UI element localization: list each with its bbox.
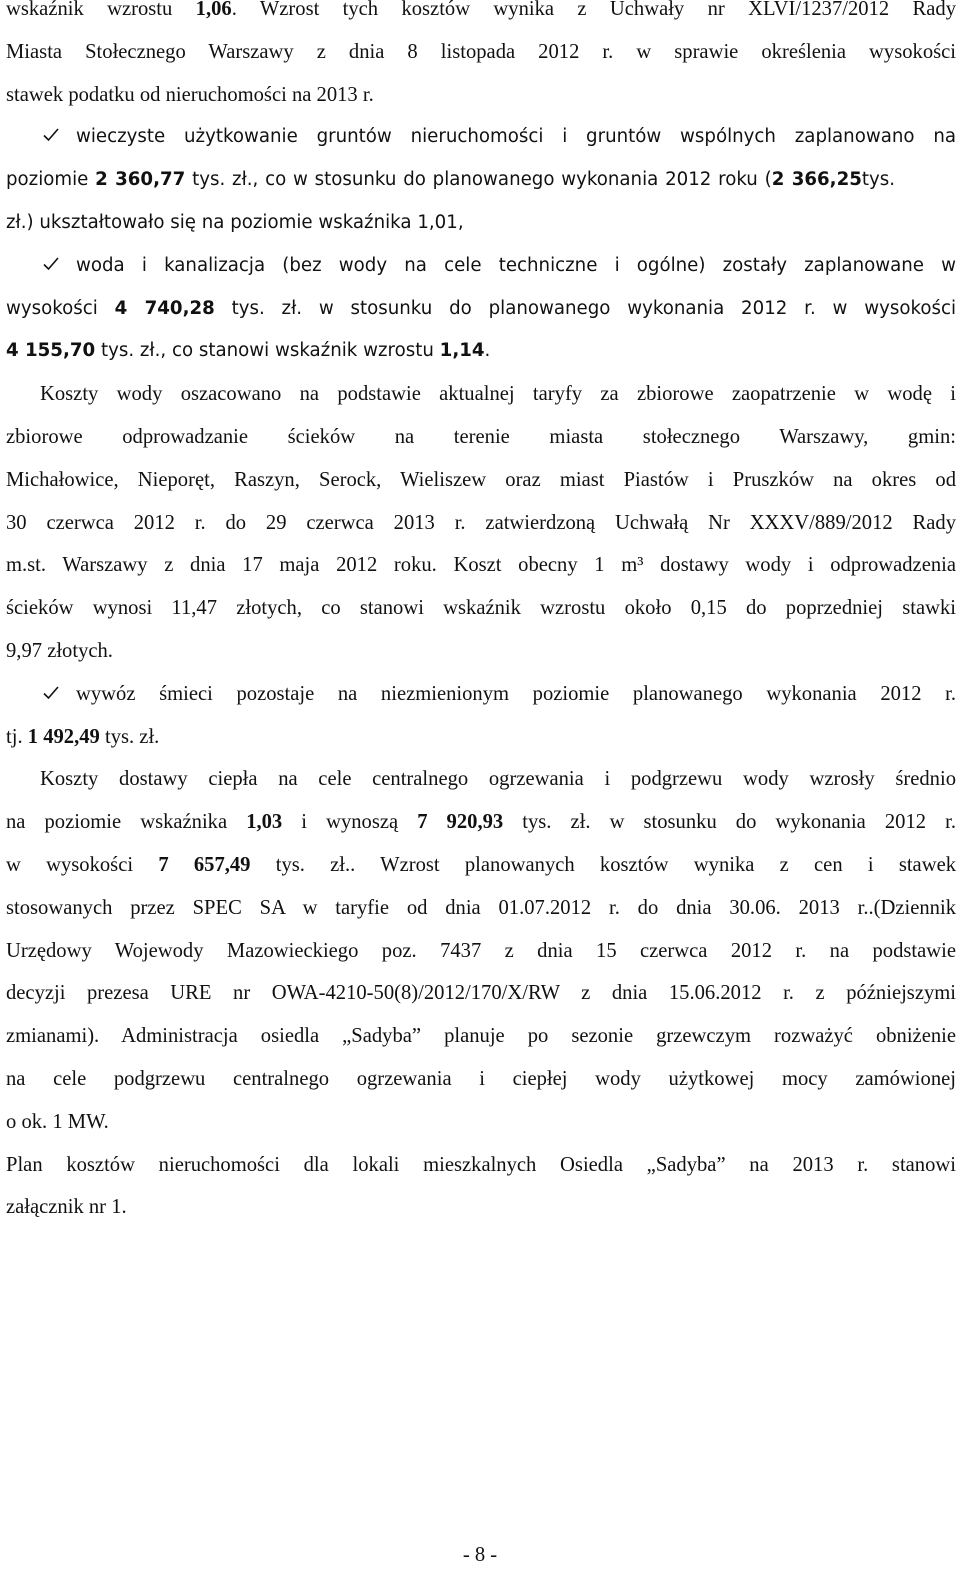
checkmark-icon xyxy=(42,116,76,159)
text-span: tys. zł. w stosunku do wykonania 2012 r. xyxy=(503,811,957,834)
text-span: stawek podatku od nieruchomości na 2013 r. xyxy=(6,83,374,106)
bold-value: 4 740,28 xyxy=(114,297,215,319)
text-line xyxy=(6,972,956,1015)
text-span: zbiorowe odprowadzanie ścieków na terenie miasta stołecznego Warszawy, gmin: xyxy=(6,425,956,448)
bold-value: 1 492,49 xyxy=(27,725,100,748)
text-span: 30 czerwca 2012 r. do 29 czerwca 2013 r. zatwierdzoną Uchwałą Nr XXXV/889/2012 Rady xyxy=(6,511,956,534)
text-line xyxy=(6,1101,956,1144)
text-span: . xyxy=(484,340,491,362)
text-span: o ok. 1 MW. xyxy=(6,1110,109,1133)
bold-value: 2 360,77 xyxy=(95,169,186,191)
text-line xyxy=(6,159,956,202)
text-line xyxy=(6,544,956,587)
text-line xyxy=(6,288,956,331)
text-span: 9,97 złotych. xyxy=(6,639,113,662)
text-line xyxy=(6,1144,956,1187)
text-span: i wynoszą xyxy=(282,811,418,834)
text-span: tys. zł. w stosunku do planowanego wykonania 2012 r. w wysokości xyxy=(214,297,957,319)
text-span: tj. xyxy=(6,725,28,748)
text-span: poziomie xyxy=(6,169,96,191)
text-span: Plan kosztów nieruchomości dla lokali mieszkalnych Osiedla „Sadyba” na 2013 r. stanowi xyxy=(6,1153,956,1176)
text-line xyxy=(6,630,956,673)
text-span: wysokości xyxy=(6,297,115,319)
bold-value: 7 920,93 xyxy=(417,811,504,834)
text-line xyxy=(6,31,956,74)
bullet-item-line xyxy=(6,673,956,716)
text-span: Michałowice, Nieporęt, Raszyn, Serock, Wieliszew oraz miast Piastów i Pruszków na okres od xyxy=(6,468,956,491)
page-number: - 8 - xyxy=(462,1544,498,1566)
text-line xyxy=(6,202,956,245)
bold-value: 1,06 xyxy=(195,0,232,20)
bold-value: 1,03 xyxy=(246,811,283,834)
text-line xyxy=(6,502,956,545)
text-span: ścieków wynosi 11,47 złotych, co stanowi wskaźnik wzrostu około 0,15 do poprzedniej stawki xyxy=(6,597,956,620)
text-line xyxy=(6,587,956,630)
text-span: Koszty wody oszacowano na podstawie aktualnej taryfy za zbiorowe zaopatrzenie w wodę i xyxy=(40,383,956,406)
text-span: zł.) ukształtowało się na poziomie wskaźnika 1,01, xyxy=(6,211,464,233)
text-span: . Wzrost tych kosztów wynika z Uchwały nr XLVI/1237/2012 Rady xyxy=(231,0,956,20)
text-line xyxy=(6,1058,956,1101)
text-span: na poziomie wskaźnika xyxy=(6,811,247,834)
text-span: decyzji prezesa URE nr OWA-4210-50(8)/2012/170/X/RW z dnia 15.06.2012 r. z późniejszymi xyxy=(6,982,956,1005)
document-body xyxy=(6,0,956,1229)
text-line xyxy=(6,330,956,373)
text-span: Urzędowy Wojewody Mazowieckiego poz. 7437 z dnia 15 czerwca 2012 r. na podstawie xyxy=(6,939,956,962)
text-line xyxy=(6,930,956,973)
bold-value: 1,14 xyxy=(439,340,485,362)
text-line xyxy=(6,373,956,416)
bullet-item-line xyxy=(6,116,956,159)
text-span: załącznik nr 1. xyxy=(6,1196,127,1219)
text-line xyxy=(6,1186,956,1229)
text-span: w wysokości xyxy=(6,853,159,876)
text-span: tys. zł., co stanowi wskaźnik wzrostu xyxy=(95,340,440,362)
text-span: tys. xyxy=(861,169,896,191)
text-line xyxy=(6,844,956,887)
text-span: wskaźnik wzrostu xyxy=(6,0,196,20)
checkmark-icon xyxy=(42,245,76,288)
text-line xyxy=(6,801,956,844)
checkmark-icon xyxy=(42,673,76,716)
text-span: tys. zł.. Wzrost planowanych kosztów wynika z cen i stawek xyxy=(250,853,957,876)
bold-value: 4 155,70 xyxy=(6,340,96,362)
text-span: m.st. Warszawy z dnia 17 maja 2012 roku. Koszt obecny 1 m³ dostawy wody i odprowadzenia xyxy=(6,554,956,577)
text-span: tys. zł. xyxy=(99,725,160,748)
text-line xyxy=(6,416,956,459)
text-line xyxy=(6,887,956,930)
text-span: stosowanych przez SPEC SA w taryfie od dnia 01.07.2012 r. do dnia 30.06. 2013 r..(Dziennik xyxy=(6,896,956,919)
text-line xyxy=(6,758,956,801)
text-span: na cele podgrzewu centralnego ogrzewania i ciepłej wody użytkowej mocy zamówionej xyxy=(6,1067,956,1090)
text-line xyxy=(6,0,956,31)
bold-value: 2 366,25 xyxy=(771,169,862,191)
text-line xyxy=(6,459,956,502)
text-line xyxy=(6,74,956,117)
bold-value: 7 657,49 xyxy=(158,853,251,876)
text-span: Miasta Stołecznego Warszawy z dnia 8 listopada 2012 r. w sprawie określenia wysokości xyxy=(6,40,956,63)
text-line xyxy=(6,716,956,759)
text-span: tys. zł., co w stosunku do planowanego wykonania 2012 roku ( xyxy=(185,169,772,191)
text-span: woda i kanalizacja (bez wody na cele techniczne i ogólne) zostały zaplanowane w xyxy=(76,254,956,276)
text-span: wieczyste użytkowanie gruntów nieruchomości i gruntów wspólnych zaplanowano na xyxy=(76,126,956,148)
text-span: zmianami). Administracja osiedla „Sadyba” planuje po sezonie grzewczym rozważyć obniżenie xyxy=(6,1025,956,1048)
text-line xyxy=(6,1015,956,1058)
text-span: Koszty dostawy ciepła na cele centralnego ogrzewania i podgrzewu wody wzrosły średnio xyxy=(40,768,956,791)
text-span: wywóz śmieci pozostaje na niezmienionym poziomie planowanego wykonania 2012 r. xyxy=(76,682,956,705)
bullet-item-line xyxy=(6,245,956,288)
